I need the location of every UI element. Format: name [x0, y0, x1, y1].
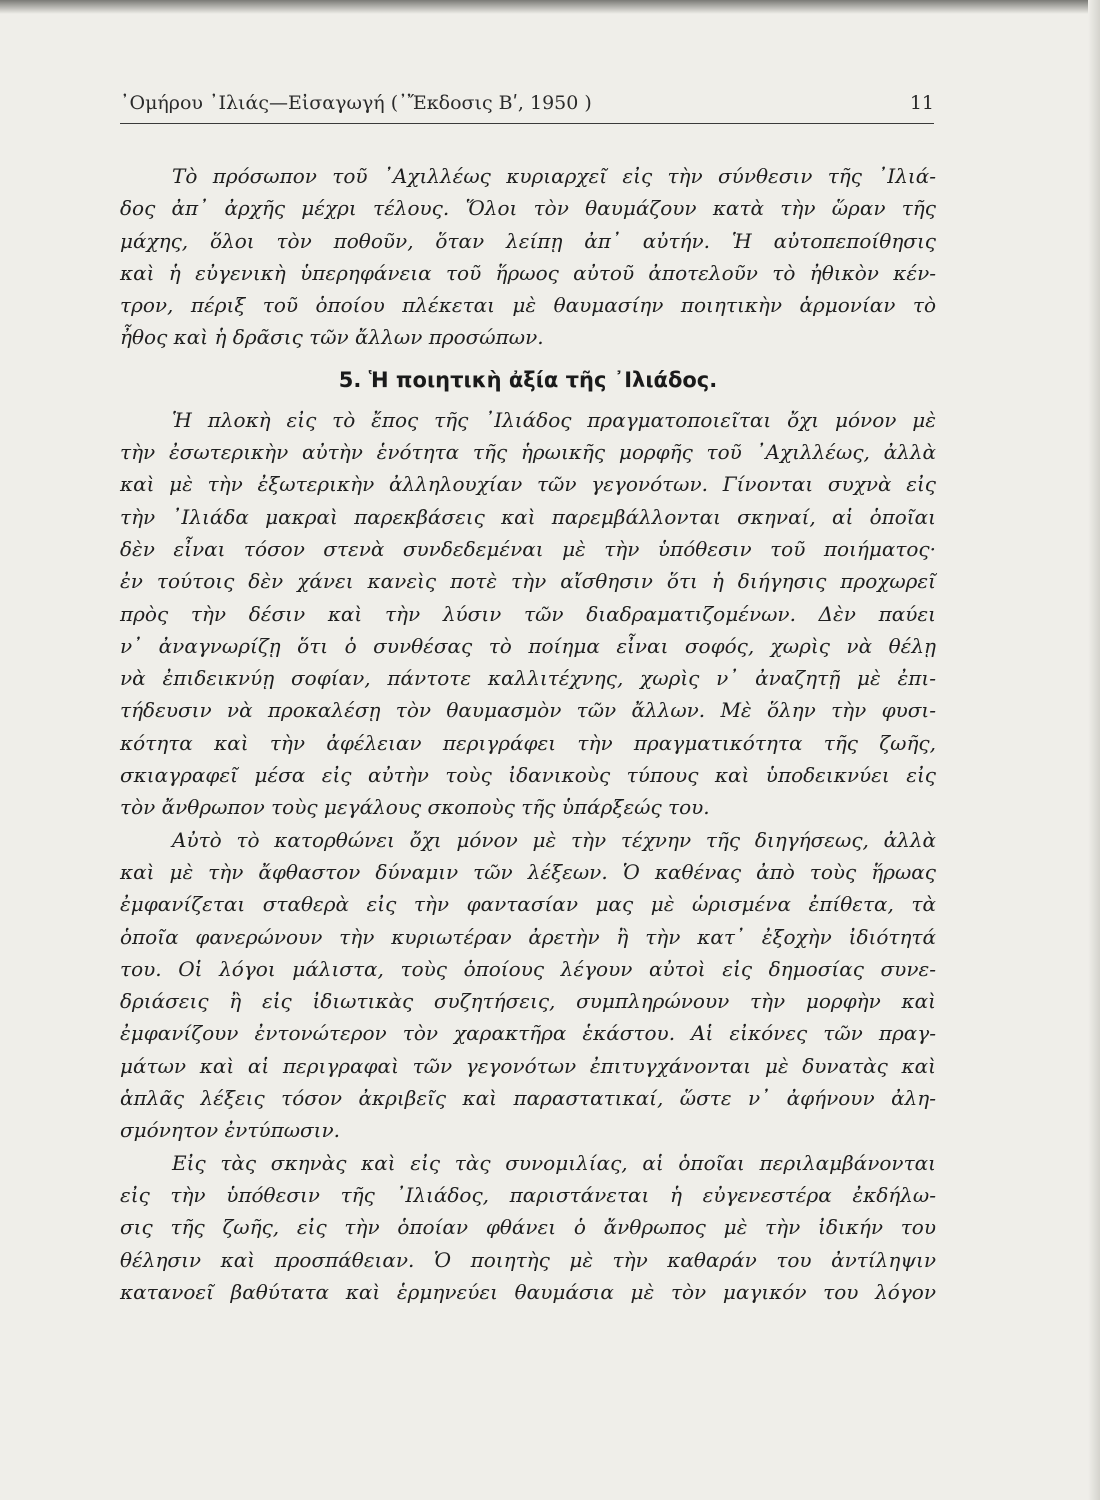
running-title: ᾿Ομήρου ᾿Ιλιάς—Εἰσαγωγή (᾿Ἔκδοσις Βʹ, 1950 ): [120, 92, 592, 114]
text-line: δριάσεις ἢ εἰς ἰδιωτικὰς συζητήσεις, συμπληρώνουν τὴν μορφὴν καὶ: [120, 989, 936, 1014]
text-line: ὁποῖα φανερώνουν τὴν κυριωτέραν ἀρετὴν ἢ τὴν κατ᾿ ἐξοχὴν ἰδιότητά: [120, 924, 936, 949]
running-header: [120, 88, 934, 120]
paragraph-achilles: [120, 160, 936, 354]
text-line: σκιαγραφεῖ μέσα εἰς αὐτὴν τοὺς ἰδανικοὺς τύπους καὶ ὑποδεικνύει εἰς: [120, 763, 936, 788]
text-line: ἦθος καὶ ἡ δρᾶσις τῶν ἄλλων προσώπων.: [120, 325, 544, 350]
text-line: ἐν τούτοις δὲν χάνει κανεὶς ποτὲ τὴν αἴσθησιν ὅτι ἡ διήγησις προχωρεῖ: [120, 569, 936, 594]
text-line: Εἰς τὰς σκηνὰς καὶ εἰς τὰς συνομιλίας, αἱ ὁποῖαι περιλαμβάνονται: [172, 1150, 936, 1175]
text-line: σις τῆς ζωῆς, εἰς τὴν ὁποίαν φθάνει ὁ ἄνθρωπος μὲ τὴν ἰδικήν του: [120, 1215, 936, 1240]
text-line: τὴν ᾿Ιλιάδα μακραὶ παρεκβάσεις καὶ παρεμβάλλονται σκηναί, αἱ ὁποῖαι: [120, 504, 936, 529]
text-line: εἰς τὴν ὑπόθεσιν τῆς ᾿Ιλιάδος, παριστάνεται ἡ εὐγενεστέρα ἐκδήλω-: [120, 1182, 936, 1207]
text-line: θέλησιν καὶ προσπάθειαν. Ὁ ποιητὴς μὲ τὴν καθαράν του ἀντίληψιν: [120, 1247, 936, 1272]
text-line: του. Οἱ λόγοι μάλιστα, τοὺς ὁποίους λέγουν αὐτοὶ εἰς δημοσίας συνε-: [120, 956, 936, 981]
text-line: δὲν εἶναι τόσον στενὰ συνδεδεμέναι μὲ τὴν ὑπόθεσιν τοῦ ποιήματος·: [120, 536, 936, 561]
scan-top-edge: [0, 0, 1100, 14]
page-number: 11: [909, 92, 934, 114]
text-line: ἐμφανίζεται σταθερὰ εἰς τὴν φαντασίαν μας μὲ ὡρισμένα ἐπίθετα, τὰ: [120, 892, 936, 917]
text-line: σμόνητον ἐντύπωσιν.: [120, 1118, 341, 1143]
text-line: μάχης, ὅλοι τὸν ποθοῦν, ὅταν λείπῃ ἀπ᾿ αὐτήν. Ἡ αὐτοπεποίθησις: [120, 228, 936, 253]
text-line: καὶ μὲ τὴν ἐξωτερικὴν ἀλληλουχίαν τῶν γεγονότων. Γίνονται συχνὰ εἰς: [120, 472, 936, 497]
text-line: κότητα καὶ τὴν ἀφέλειαν περιγράφει τὴν πραγματικότητα τῆς ζωῆς,: [120, 730, 936, 755]
text-line: μάτων καὶ αἱ περιγραφαὶ τῶν γεγονότων ἐπιτυγχάνονται μὲ δυνατὰς καὶ: [120, 1053, 936, 1078]
text-line: Αὐτὸ τὸ κατορθώνει ὄχι μόνον μὲ τὴν τέχνην τῆς διηγήσεως, ἀλλὰ: [172, 827, 936, 852]
text-line: Τὸ πρόσωπον τοῦ ᾿Αχιλλέως κυριαρχεῖ εἰς τὴν σύνθεσιν τῆς ᾿Ιλιά-: [172, 164, 936, 188]
text-line: νὰ ἐπιδεικνύῃ σοφίαν, πάντοτε καλλιτέχνης, χωρὶς ν᾿ ἀναζητῇ μὲ ἐπι-: [120, 666, 936, 691]
text-line: ν᾿ ἀναγνωρίζῃ ὅτι ὁ συνθέσας τὸ ποίημα εἶναι σοφός, χωρὶς νὰ θέλῃ: [120, 633, 936, 658]
paragraph-scenes: [120, 1147, 936, 1308]
body-text: [120, 160, 936, 1308]
text-line: κατανοεῖ βαθύτατα καὶ ἑρμηνεύει θαυμάσια μὲ τὸν μαγικόν του λόγον: [120, 1279, 936, 1304]
text-line: πρὸς τὴν δέσιν καὶ τὴν λύσιν τῶν διαδραματιζομένων. Δὲν παύει: [120, 601, 936, 626]
text-line: τὴν ἐσωτερικὴν αὐτὴν ἑνότητα τῆς ἡρωικῆς μορφῆς τοῦ ᾿Αχιλλέως, ἀλλὰ: [120, 440, 936, 465]
text-line: καὶ μὲ τὴν ἄφθαστον δύναμιν τῶν λέξεων. Ὁ καθένας ἀπὸ τοὺς ἥρωας: [120, 859, 936, 884]
text-line: ἐμφανίζουν ἐντονώτερον τὸν χαρακτῆρα ἑκάστου. Αἱ εἰκόνες τῶν πραγ-: [120, 1021, 936, 1046]
header-rule: [120, 123, 934, 124]
scan-right-edge: [1088, 0, 1100, 1500]
text-line: ἁπλᾶς λέξεις τόσον ἀκριβεῖς καὶ παραστατικαί, ὥστε ν᾿ ἀφήνουν ἀλη-: [120, 1086, 936, 1111]
text-line: τὸν ἄνθρωπον τοὺς μεγάλους σκοποὺς τῆς ὑπάρξεώς του.: [120, 795, 710, 820]
text-line: Ἡ πλοκὴ εἰς τὸ ἔπος τῆς ᾿Ιλιάδος πραγματοποιεῖται ὄχι μόνον μὲ: [172, 407, 936, 432]
text-line: τήδευσιν νὰ προκαλέσῃ τὸν θαυμασμὸν τῶν ἄλλων. Μὲ ὅλην τὴν φυσι-: [120, 698, 936, 723]
paragraph-plot: [120, 404, 936, 824]
section-heading: 5. Ἡ ποιητικὴ ἀξία τῆς ᾿Ιλιάδος.: [338, 367, 718, 392]
text-line: τρον, πέριξ τοῦ ὁποίου πλέκεται μὲ θαυμασίην ποιητικὴν ἁρμονίαν τὸ: [120, 293, 936, 318]
paragraph-words: [120, 824, 936, 1147]
text-line: δος ἀπ᾿ ἀρχῆς μέχρι τέλους. Ὅλοι τὸν θαυμάζουν κατὰ τὴν ὥραν τῆς: [120, 196, 936, 221]
text-line: καὶ ἡ εὐγενικὴ ὑπερηφάνεια τοῦ ἥρωος αὐτοῦ ἀποτελοῦν τὸ ἠθικὸν κέν-: [120, 260, 936, 285]
